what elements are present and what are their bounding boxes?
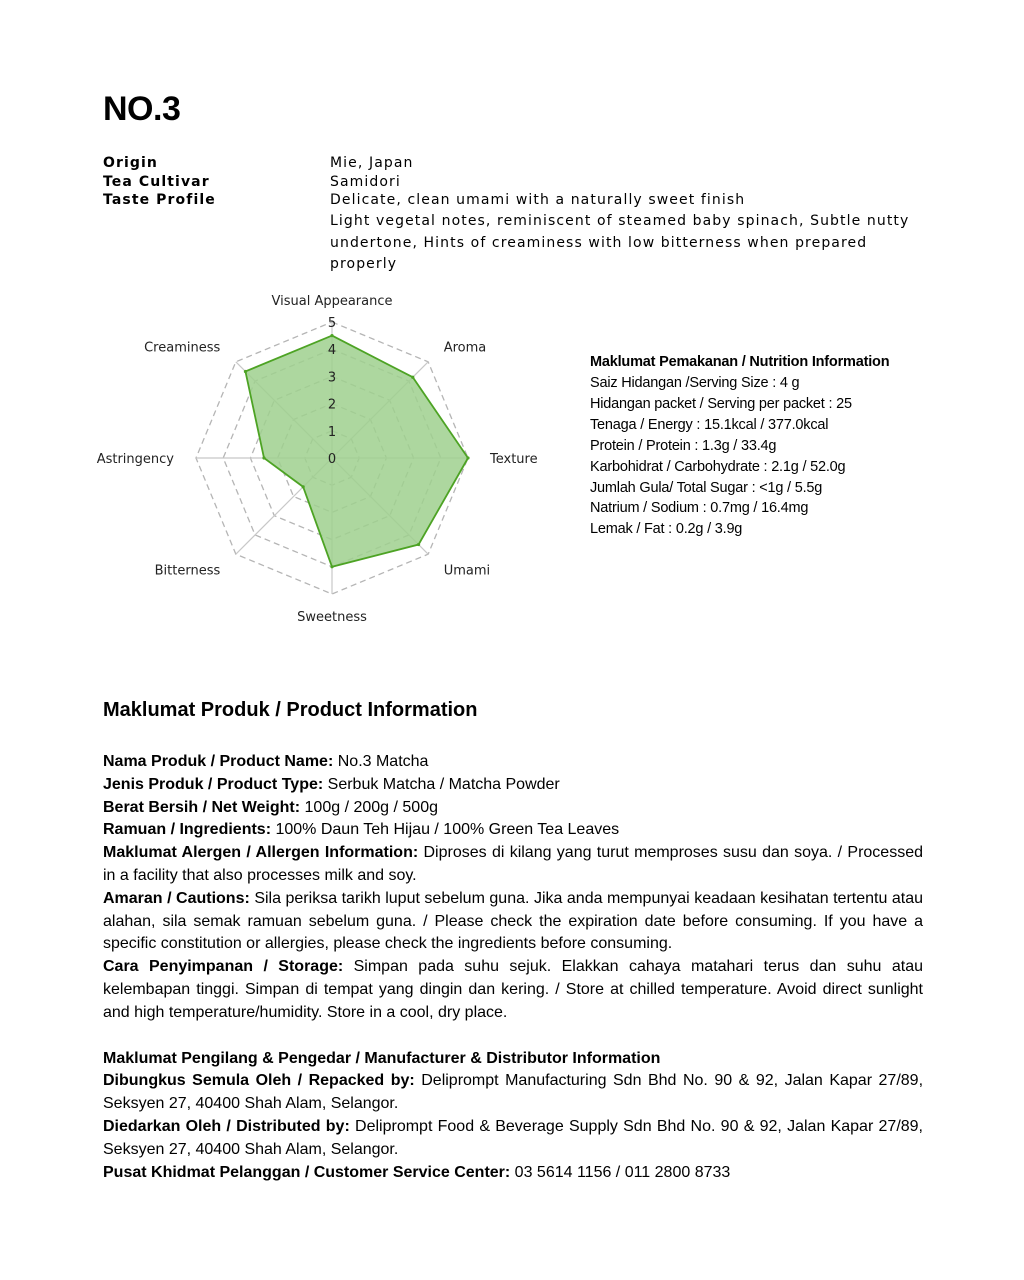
radar-data-point xyxy=(330,565,333,568)
spec-cultivar-row xyxy=(103,173,923,192)
customer-service-row xyxy=(103,1162,923,1185)
repacked-label: Dibungkus Semula Oleh / Repacked by: xyxy=(103,1072,415,1090)
nutrition-line: Jumlah Gula/ Total Sugar : <1g / 5.5g xyxy=(590,479,823,496)
repacked-value: Deliprompt Manufacturing Sdn Bhd No. 90 & 92, Jalan Kapar 27/89, Seksyen 27, 40400 Shah Alam, Selangor. xyxy=(103,1072,924,1113)
nutrition-line: Tenaga / Energy : 15.1kcal / 377.0kcal xyxy=(590,416,829,433)
manufacturer-heading: Maklumat Pengilang & Pengedar / Manufacturer & Distributor Information xyxy=(103,1049,661,1067)
storage-label: Cara Penyimpanan / Storage: xyxy=(103,958,344,976)
allergen-label: Maklumat Alergen / Allergen Information: xyxy=(103,844,419,862)
spec-origin-value: Mie, Japan xyxy=(330,155,414,171)
radar-data-point xyxy=(262,456,265,459)
page-title: NO.3 xyxy=(103,90,181,128)
radar-axis-label: Sweetness xyxy=(297,610,367,625)
distributed-row xyxy=(103,1116,923,1162)
nutrition-line: Saiz Hidangan /Serving Size : 4 g xyxy=(590,375,800,391)
product-name-row xyxy=(103,751,923,774)
spec-taste-line: undertone, Hints of creaminess with low bitterness when prepared properly xyxy=(330,234,868,272)
repacked-row xyxy=(103,1070,923,1116)
storage-value: Simpan pada suhu sejuk. Elakkan cahaya matahari terus dan suhu atau kelembapan tinggi. Simpan di tempat yang dingin dan kering. / Store at chilled temperature. Avoid direct sunlight and high temperature/humidity. Store in a cool, dry place. xyxy=(103,958,923,1021)
spec-taste-row xyxy=(103,191,923,275)
distributed-value: Deliprompt Food & Beverage Supply Sdn Bhd No. 90 & 92, Jalan Kapar 27/89, Seksyen 27, 40400 Shah Alam, Selangor. xyxy=(103,1117,924,1158)
radar-axis-label: Creaminess xyxy=(144,340,221,356)
spec-taste-line: Light vegetal notes, reminiscent of steamed baby spinach, Subtle nutty xyxy=(330,212,910,229)
spec-taste-label: Taste Profile xyxy=(103,192,216,208)
nutrition-line: Hidangan packet / Serving per packet : 25 xyxy=(590,395,852,412)
nutrition-line: Lemak / Fat : 0.2g / 3.9g xyxy=(590,521,743,538)
tea-spec-section xyxy=(103,154,923,275)
allergen-row xyxy=(103,842,923,888)
spec-origin-row xyxy=(103,154,923,173)
nutrition-line: Natrium / Sodium : 0.7mg / 16.4mg xyxy=(590,500,809,517)
product-info-section xyxy=(103,696,923,1184)
net-weight-value: 100g / 200g / 500g xyxy=(304,798,438,816)
product-name-value: No.3 Matcha xyxy=(337,753,429,770)
radar-tick-label: 0 xyxy=(327,452,337,467)
cautions-value: Sila periksa tarikh luput sebelum guna. Jika anda mempunyai keadaan kesihatan tertentu atau alahan, sila semak ramuan sebelum guna. / Please check the expiration date before consuming. If you have a specific constitution or allergies, please check the ingredients before consuming. xyxy=(103,889,924,953)
ingredients-label: Ramuan / Ingredients: xyxy=(103,821,272,839)
net-weight-label: Berat Bersih / Net Weight: xyxy=(103,798,301,816)
storage-row xyxy=(103,956,923,1024)
net-weight-row xyxy=(103,797,923,820)
spec-taste-line: Delicate, clean umami with a naturally sweet finish xyxy=(330,192,746,208)
customer-service-label: Pusat Khidmat Pelanggan / Customer Service Center: xyxy=(103,1163,511,1181)
spec-origin-label: Origin xyxy=(103,155,158,171)
radar-data-point xyxy=(411,376,414,379)
radar-data-point xyxy=(330,334,333,337)
radar-data-point xyxy=(417,543,420,546)
radar-tick-label: 2 xyxy=(327,397,337,413)
radar-axis-label: Aroma xyxy=(443,340,487,356)
radar-data-point xyxy=(466,456,469,459)
allergen-value: Diproses di kilang yang turut memproses susu dan soya. / Processed in a facility that also processes milk and soy. xyxy=(103,844,923,884)
radar-data-point xyxy=(302,485,305,488)
radar-axis-label: Texture xyxy=(490,452,538,467)
product-type-value: Serbuk Matcha / Matcha Powder xyxy=(327,775,560,793)
product-type-row xyxy=(103,774,923,797)
customer-service-value: 03 5614 1156 / 011 2800 8733 xyxy=(514,1163,731,1181)
nutrition-title: Maklumat Pemakanan / Nutrition Information xyxy=(590,354,890,370)
radar-tick-label: 3 xyxy=(327,370,337,386)
nutrition-line: Karbohidrat / Carbohydrate : 2.1g / 52.0g xyxy=(590,458,846,475)
cautions-label: Amaran / Cautions: xyxy=(103,889,250,907)
product-type-label: Jenis Produk / Product Type: xyxy=(103,775,324,793)
cautions-row xyxy=(103,888,923,956)
spec-taste-values xyxy=(330,191,923,275)
radar-data-area xyxy=(245,336,468,567)
radar-tick-label: 1 xyxy=(327,424,337,440)
distributed-label: Diedarkan Oleh / Distributed by: xyxy=(103,1117,350,1135)
nutrition-line: Protein / Protein : 1.3g / 33.4g xyxy=(590,437,777,454)
radar-data-point xyxy=(244,370,247,373)
taste-radar-chart xyxy=(80,280,560,630)
radar-axis-label: Astringency xyxy=(96,452,174,467)
nutrition-info xyxy=(590,352,889,540)
radar-axis-label: Bitterness xyxy=(154,563,221,579)
spec-cultivar-label: Tea Cultivar xyxy=(103,173,210,190)
ingredients-row xyxy=(103,819,923,842)
radar-axis-label: Visual Appearance xyxy=(271,294,393,309)
radar-axis-label: Umami xyxy=(443,563,491,579)
radar-tick-label: 4 xyxy=(327,343,337,359)
radar-tick-label: 5 xyxy=(327,316,337,331)
ingredients-value: 100% Daun Teh Hijau / 100% Green Tea Leaves xyxy=(275,821,620,839)
spec-cultivar-value: Samidori xyxy=(330,173,401,190)
product-name-label: Nama Produk / Product Name: xyxy=(103,753,334,770)
product-info-heading: Maklumat Produk / Product Information xyxy=(103,699,478,721)
